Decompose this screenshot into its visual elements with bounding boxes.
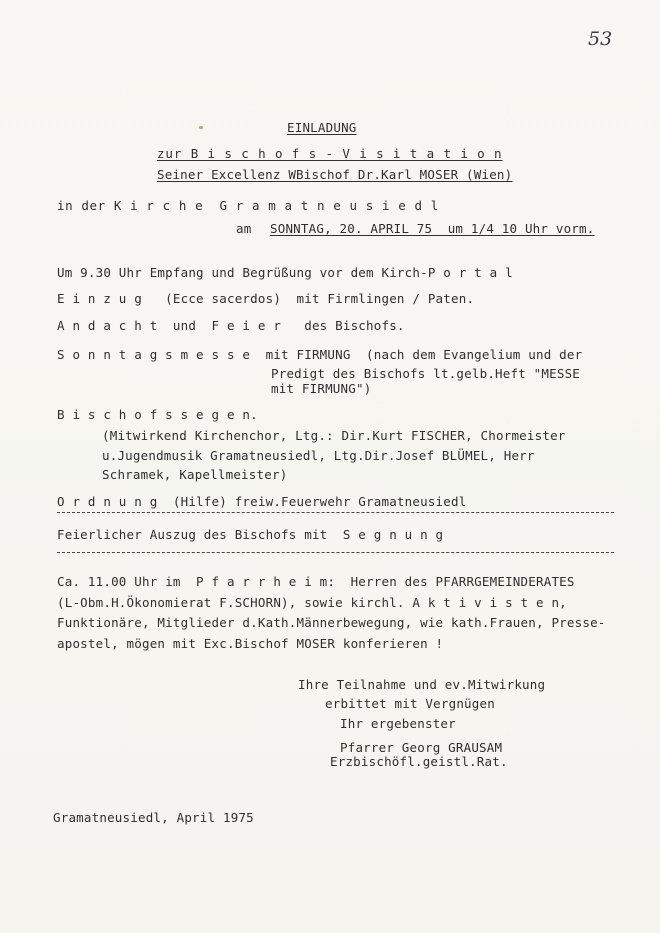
header-visitation: zur B i s c h o f s - V i s i t a t i o n [157, 146, 503, 161]
closing-line: apostel, mögen mit Exc.Bischof MOSER konferieren ! [57, 636, 444, 651]
program-line: E i n z u g (Ecce sacerdos) mit Firmlingen / Paten. [57, 291, 475, 306]
program-line: A n d a c h t und F e i e r des Bischofs. [57, 318, 405, 333]
program-line: Schramek, Kapellmeister) [102, 467, 288, 482]
signature-line: Pfarrer Georg GRAUSAM [340, 740, 503, 755]
dashed-divider [57, 552, 614, 553]
dashed-divider [57, 512, 614, 513]
closing-line: (L-Obm.H.Ökonomierat F.SCHORN), sowie kirchl. A k t i v i s t e n, [57, 595, 567, 610]
program-line: B i s c h o f s s e g e n. [57, 407, 258, 422]
program-line: Um 9.30 Uhr Empfang und Begrüßung vor dem Kirch-P o r t a l [57, 265, 513, 280]
program-line: Predigt des Bischofs lt.gelb.Heft "MESSE [271, 366, 581, 381]
program-line: u.Jugendmusik Gramatneusiedl, Ltg.Dir.Josef BLÜMEL, Herr [102, 448, 535, 463]
signature-line: Ihr ergebenster [340, 716, 456, 731]
ink-spot [199, 126, 203, 129]
program-line: mit FIRMUNG") [271, 381, 372, 396]
page-number: 53 [588, 28, 613, 50]
program-line: O r d n u n g (Hilfe) freiw.Feuerwehr Gramatneusiedl [57, 494, 467, 509]
document-title: EINLADUNG [287, 120, 357, 135]
program-line: Feierlicher Auszug des Bischofs mit S e g n u n g [57, 527, 444, 542]
footer-place-date: Gramatneusiedl, April 1975 [53, 810, 254, 825]
signature-line: Ihre Teilnahme und ev.Mitwirkung [298, 677, 546, 692]
header-bishop: Seiner Excellenz WBischof Dr.Karl MOSER (Wien) [157, 167, 513, 182]
date-prefix: am [236, 221, 252, 236]
closing-line: Ca. 11.00 Uhr im P f a r r h e i m: Herren des PFARRGEMEINDERATES [57, 574, 575, 589]
signature-line: Erzbischöfl.geistl.Rat. [330, 754, 508, 769]
program-line: (Mitwirkend Kirchenchor, Ltg.: Dir.Kurt FISCHER, Chormeister [102, 428, 566, 443]
closing-line: Funktionäre, Mitglieder d.Kath.Männerbewegung, wie kath.Frauen, Presse- [57, 615, 606, 630]
church-line: in der K i r c h e G r a m a t n e u s i e d l [57, 198, 439, 213]
date-value: SONNTAG, 20. APRIL 75 um 1/4 10 Uhr vorm. [270, 221, 595, 236]
signature-line: erbittet mit Vergnügen [325, 696, 495, 711]
program-line: S o n n t a g s m e s s e mit FIRMUNG (nach dem Evangelium und der [57, 347, 583, 362]
